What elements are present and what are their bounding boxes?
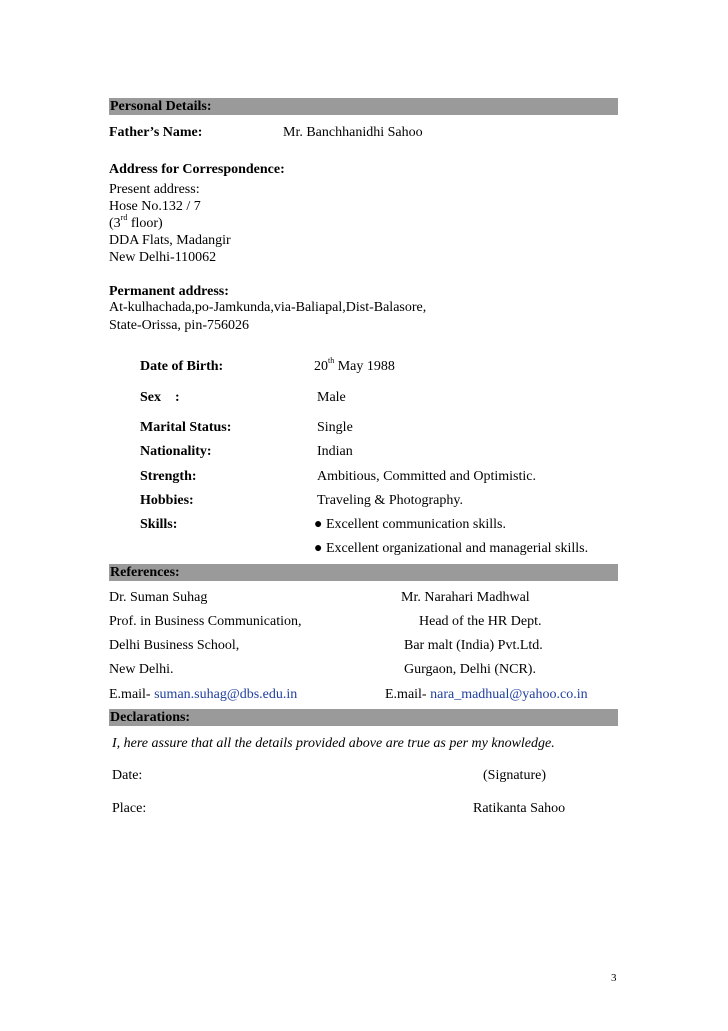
father-name-label: Father’s Name: bbox=[109, 125, 203, 140]
permanent-address-line: At-kulhachada,po-Jamkunda,via-Baliapal,Dist-Balasore, bbox=[109, 300, 427, 315]
section-bar-personal-details bbox=[109, 98, 618, 115]
marital-status-label: Marital Status: bbox=[140, 420, 232, 435]
strength-value: Ambitious, Committed and Optimistic. bbox=[317, 469, 536, 484]
reference-right-city: Gurgaon, Delhi (NCR). bbox=[404, 662, 536, 677]
skill-item: ● Excellent communication skills. bbox=[314, 517, 506, 532]
section-bar-declarations bbox=[109, 709, 618, 726]
floor-rest: floor) bbox=[127, 216, 163, 231]
skills-label: Skills: bbox=[140, 517, 178, 532]
section-heading: Personal Details: bbox=[110, 99, 212, 114]
dob-rest: May 1988 bbox=[334, 359, 395, 374]
email-label: E.mail- bbox=[385, 687, 431, 702]
reference-right-email-line bbox=[385, 686, 588, 703]
date-label: Date: bbox=[112, 768, 143, 783]
sex-label: Sex : bbox=[140, 390, 180, 405]
reference-right-email-link[interactable]: nara_madhual@yahoo.co.in bbox=[430, 687, 588, 702]
correspondence-heading: Address for Correspondence: bbox=[109, 162, 285, 177]
reference-left-name: Dr. Suman Suhag bbox=[109, 590, 208, 605]
address-line: DDA Flats, Madangir bbox=[109, 233, 231, 248]
floor-superscript: rd bbox=[120, 213, 128, 223]
reference-left-email-link[interactable]: suman.suhag@dbs.edu.in bbox=[154, 687, 298, 702]
strength-label: Strength: bbox=[140, 469, 197, 484]
address-line: Present address: bbox=[109, 182, 200, 197]
place-label: Place: bbox=[112, 801, 147, 816]
hobbies-label: Hobbies: bbox=[140, 493, 194, 508]
reference-left-email-line bbox=[109, 686, 297, 703]
nationality-value: Indian bbox=[317, 444, 353, 459]
declaration-statement: I, here assure that all the details provided above are true as per my knowledge. bbox=[112, 736, 555, 751]
dob-superscript: th bbox=[328, 356, 335, 366]
reference-right-org: Bar malt (India) Pvt.Ltd. bbox=[404, 638, 543, 653]
signer-name: Ratikanta Sahoo bbox=[473, 801, 566, 816]
permanent-address-line: State-Orissa, pin-756026 bbox=[109, 318, 249, 333]
reference-right-name: Mr. Narahari Madhwal bbox=[401, 590, 530, 605]
dob-day: 20 bbox=[314, 359, 328, 374]
dob-label: Date of Birth: bbox=[140, 359, 224, 374]
sex-value: Male bbox=[317, 390, 346, 405]
email-label: E.mail- bbox=[109, 687, 155, 702]
hobbies-value: Traveling & Photography. bbox=[317, 493, 463, 508]
nationality-label: Nationality: bbox=[140, 444, 212, 459]
floor-number: (3 bbox=[109, 216, 121, 231]
skill-item: ● Excellent organizational and managerial skills. bbox=[314, 541, 589, 556]
section-bar-references bbox=[109, 564, 618, 581]
signature-label: (Signature) bbox=[483, 768, 546, 783]
address-line: New Delhi-110062 bbox=[109, 250, 217, 265]
section-heading: Declarations: bbox=[110, 710, 191, 725]
reference-left-title: Prof. in Business Communication, bbox=[109, 614, 302, 629]
address-line-floor bbox=[109, 215, 163, 232]
address-line: Hose No.132 / 7 bbox=[109, 199, 201, 214]
father-name-value: Mr. Banchhanidhi Sahoo bbox=[283, 125, 423, 140]
page-number: 3 bbox=[611, 972, 617, 984]
reference-left-city: New Delhi. bbox=[109, 662, 174, 677]
reference-right-title: Head of the HR Dept. bbox=[419, 614, 542, 629]
dob-value bbox=[314, 358, 395, 375]
section-heading: References: bbox=[110, 565, 180, 580]
permanent-address-heading: Permanent address: bbox=[109, 284, 229, 299]
reference-left-org: Delhi Business School, bbox=[109, 638, 240, 653]
marital-status-value: Single bbox=[317, 420, 353, 435]
